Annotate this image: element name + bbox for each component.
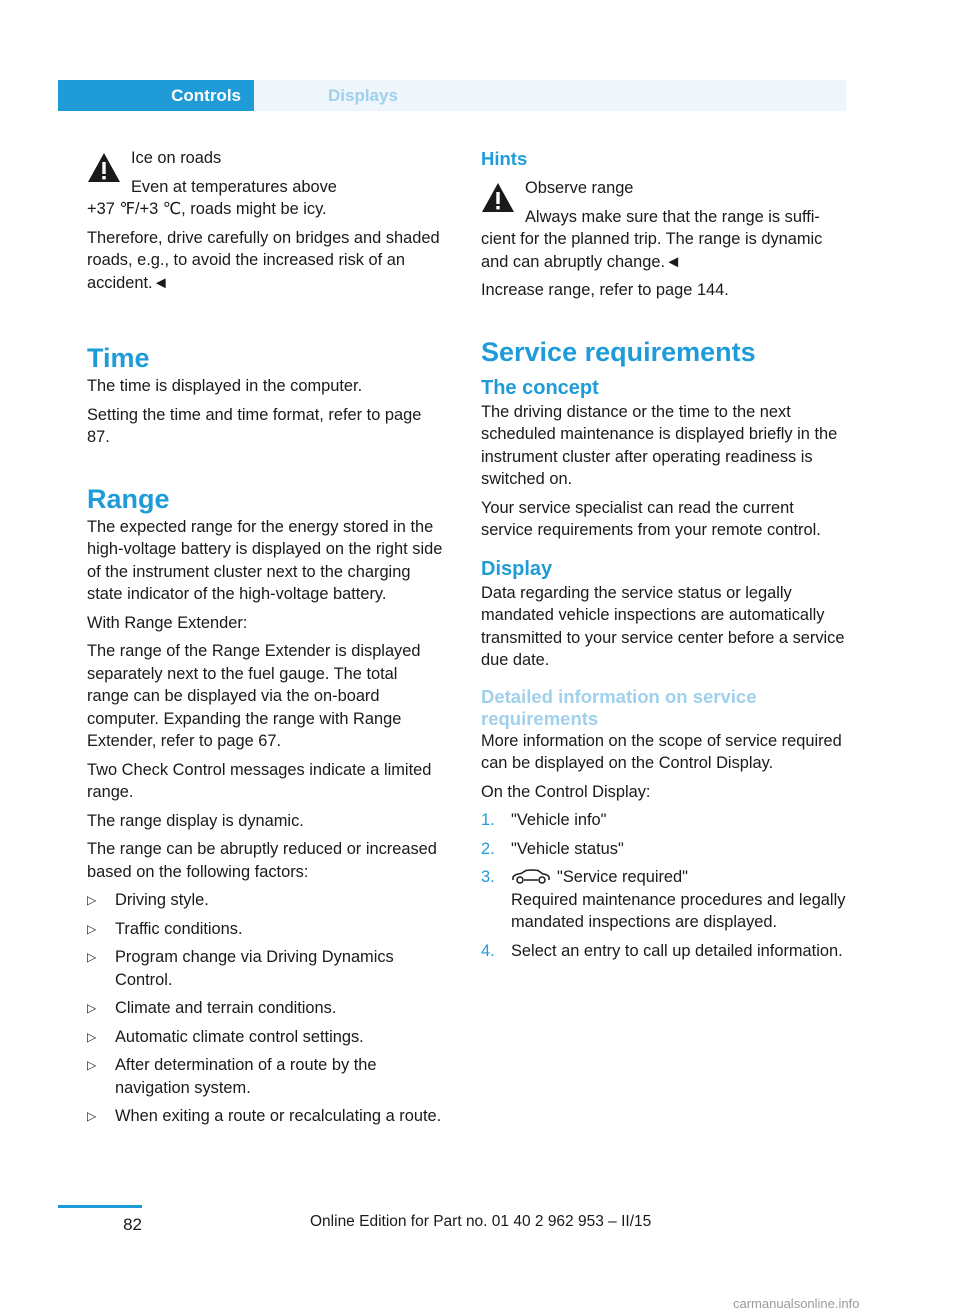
list-item: 1. "Vehicle info" [481,811,607,829]
left-column [87,147,443,1134]
range-p5: The range display is dynamic. [87,811,304,830]
time-p2: Setting the time and time format, refer to page 87. [87,405,422,446]
range-factors-list [87,889,443,1128]
list-item: ▷ Automatic climate control settings. [87,1026,443,1049]
car-service-icon [511,868,551,884]
edition-note: Online Edition for Part no. 01 40 2 962 953 – II/15 [310,1213,652,1230]
warning-triangle-icon [481,182,515,213]
range-warning-title: Observe range [525,179,634,197]
ice-warning-title: Ice on roads [131,149,222,167]
footer-rule [58,1205,142,1208]
list-item: ▷ Driving style. [87,889,443,912]
list-item: ▷ After determination of a route by the navigation system. [87,1056,377,1097]
concept-p2: Your service specialist can read the current service requirements from your remote control. [481,498,821,539]
ice-warning-body: Therefore, drive carefully on bridges and shaded roads, e.g., to avoid the increased risk of an accident.◄ [87,228,440,292]
hints-p1: Increase range, refer to page 144. [481,281,729,299]
header-tabs [58,80,846,112]
bullet-icon: ▷ [87,893,97,907]
list-item: ▷ Traffic conditions. [87,918,443,941]
page-number: 82 [123,1215,142,1234]
tab-controls[interactable]: Controls [58,80,254,111]
time-p1: The time is displayed in the computer. [87,377,363,395]
detail-heading: Detailed information on service requirements [481,685,757,729]
concept-heading: The concept [481,376,599,399]
display-p1: Data regarding the service status or legally mandated vehicle inspections are automatically transmitted to your service center before a service due date. [481,583,845,669]
tab-displays[interactable]: Displays [254,80,846,111]
list-item: ▷ When exiting a route or recalculating a route. [87,1105,443,1128]
range-p1: The expected range for the energy stored in the high-voltage battery is displayed on the right side of the instrument cluster next to the charging state indicator of the high-voltage battery. [87,517,443,603]
range-p4: Two Check Control messages indicate a limited range. [87,760,432,801]
range-p3: The range of the Range Extender is displayed separately next to the fuel gauge. The total range can be displayed via the on-board computer. Expanding the range with Range Extender, refer to page 67. [87,642,421,750]
time-heading: Time [87,343,150,373]
list-item: ▷ Program change via Driving Dynamics Control. [87,948,394,989]
concept-p1: The driving distance or the time to the next scheduled maintenance is displayed briefly in the instrument cluster after operating readiness is switched on. [481,402,838,488]
list-item: 3. "Service required" Required maintenance procedures and legally mandated inspections are displayed. [481,868,846,931]
bullet-icon: ▷ [87,950,97,964]
range-heading: Range [87,483,170,514]
watermark: carmanualsonline.info [733,1296,860,1311]
detail-p2: On the Control Display: [481,782,651,801]
ice-warning-line2: +37 ℉/+3 ℃, roads might be icy. [87,200,327,218]
ice-warning [87,147,443,221]
steps-list [481,809,847,962]
bullet-icon: ▷ [87,1109,97,1123]
ice-warning-line1: Even at temperatures above [131,177,337,196]
bullet-icon: ▷ [87,1001,97,1015]
list-item: ▷ Climate and terrain conditions. [87,997,443,1020]
list-item: 4. Select an entry to call up detailed information. [481,941,843,960]
display-heading: Display [481,557,553,580]
range-p6: The range can be abruptly reduced or increased based on the following factors: [87,840,437,881]
list-item: 2. "Vehicle status" [481,839,624,858]
bullet-icon: ▷ [87,1058,97,1072]
range-warning-body: cient for the planned trip. The range is dynamic and can abruptly change.◄ [481,230,823,271]
hints-heading: Hints [481,148,528,169]
range-warning [481,177,847,273]
range-warning-line1: Always make sure that the range is suffi- [525,207,820,226]
detail-p1: More information on the scope of service required can be displayed on the Control Display. [481,731,842,772]
warning-triangle-icon [87,152,121,183]
right-column [481,147,847,968]
bullet-icon: ▷ [87,1029,97,1044]
bullet-icon: ▷ [87,921,97,936]
service-heading: Service requirements [481,336,756,367]
range-p2: With Range Extender: [87,613,248,632]
